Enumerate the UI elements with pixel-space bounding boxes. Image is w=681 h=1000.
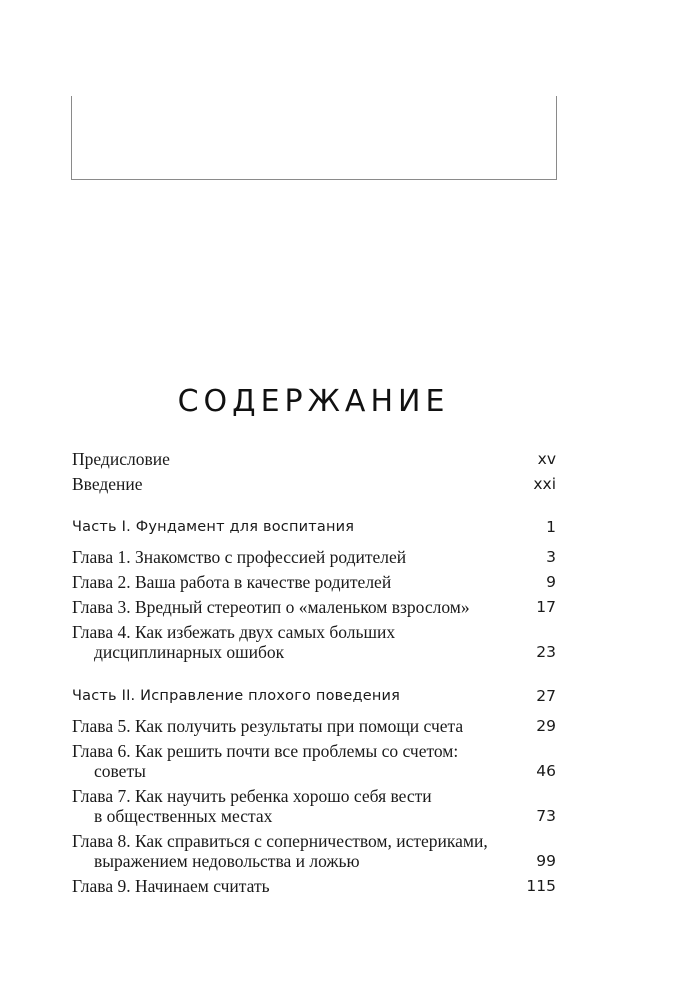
toc-part-title: Часть I. Фундамент для воспитания [72,519,355,535]
toc-entry-title: Глава 6. Как решить почти все проблемы со счетом: [72,741,459,761]
toc-part-2[interactable] [72,686,556,706]
toc-chapter-3[interactable] [72,597,556,617]
toc-chapter-8[interactable] [72,831,556,871]
toc-entry-page: 23 [536,643,556,661]
toc-entry-page: 73 [536,807,556,825]
toc-entry-page: 29 [536,717,556,735]
toc-entry-page: 46 [536,762,556,780]
toc-chapter-4[interactable] [72,622,556,662]
toc-entry-title: Глава 9. Начинаем считать [72,876,270,896]
toc-entry-title-continued: дисциплинарных ошибок [94,642,285,662]
toc-entry-title: Глава 8. Как справиться с соперничеством, истериками, [72,831,488,851]
toc-chapter-6[interactable] [72,741,556,781]
toc-entry-title: Глава 1. Знакомство с профессией родителей [72,547,407,567]
toc-entry-page: 115 [526,877,556,895]
toc-entry-page: 3 [546,548,556,566]
page-title: СОДЕРЖАНИЕ [177,384,450,419]
toc-entry-page: xv [537,450,556,468]
toc-entry-page: 27 [536,687,556,705]
toc-entry-title: Глава 5. Как получить результаты при помощи счета [72,716,464,736]
toc-part-title: Часть II. Исправление плохого поведения [72,688,401,704]
toc-entry-title: Глава 7. Как научить ребенка хорошо себя вести [72,786,432,806]
toc-chapter-7[interactable] [72,786,556,826]
toc-entry-title: Предисловие [72,449,170,469]
toc-chapter-5[interactable] [72,716,556,736]
toc-chapter-9[interactable] [72,876,556,896]
toc-entry-title-continued: выражением недовольства и ложью [94,851,360,871]
toc-entry-title: Глава 2. Ваша работа в качестве родителей [72,572,392,592]
toc-entry-page: 9 [546,573,556,591]
toc-chapter-2[interactable] [72,572,556,592]
top-frame-box [71,96,557,180]
toc-entry-page: 1 [546,518,556,536]
toc-entry-title: Введение [72,474,143,494]
toc-entry-page: 17 [536,598,556,616]
toc-entry-title: Глава 4. Как избежать двух самых больших [72,622,396,642]
toc-entry-title: Глава 3. Вредный стереотип о «маленьком взрослом» [72,597,470,617]
toc-entry-introduction[interactable] [72,474,556,494]
toc-part-1[interactable] [72,517,556,537]
toc-chapter-1[interactable] [72,547,556,567]
toc-entry-preface[interactable] [72,449,556,469]
toc-entry-title-continued: советы [94,761,146,781]
toc-entry-page: xxi [533,475,556,493]
toc-entry-page: 99 [536,852,556,870]
toc-entry-title-continued: в общественных местах [94,806,273,826]
